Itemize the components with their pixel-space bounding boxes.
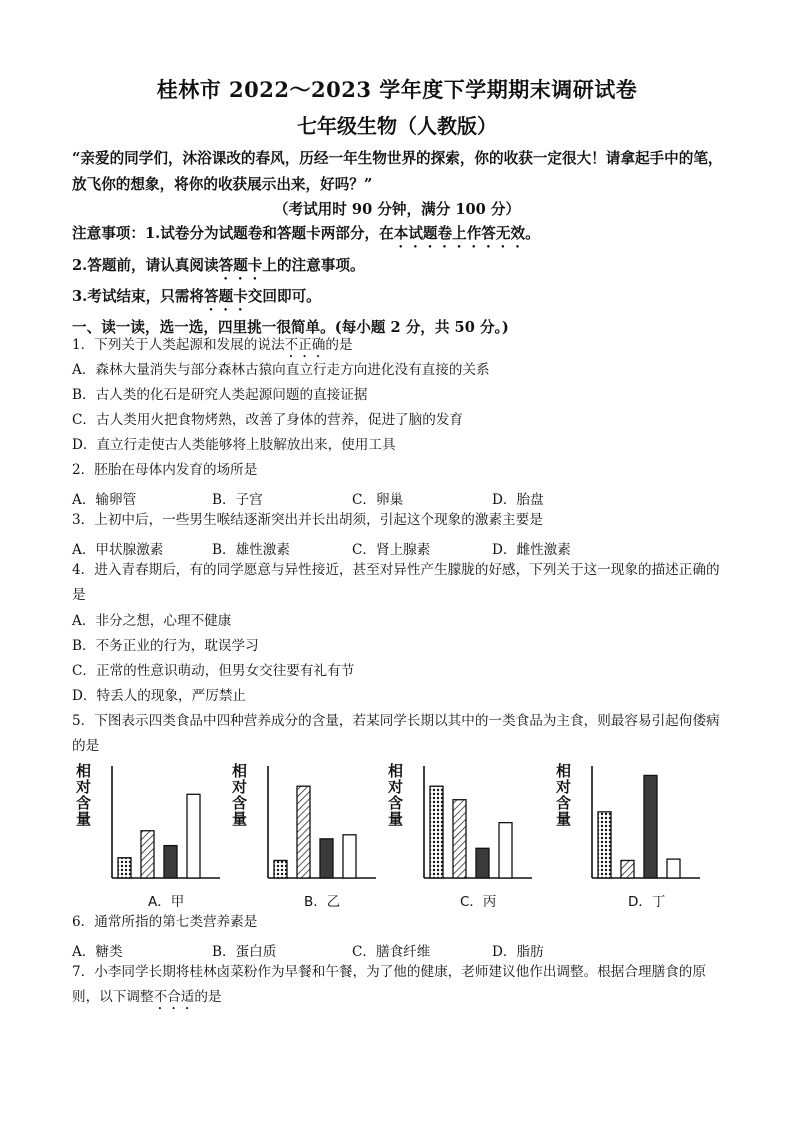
note-line-1 [72, 222, 732, 251]
question-4-stem: 4．进入青春期后，有的同学愿意与异性接近，甚至对异性产生朦胧的好感，下列关于这一现象的描述正确的是 [72, 562, 720, 603]
chart-1-ylabel-char: 相 [76, 762, 92, 780]
exam-info: （考试用时 90 分钟，满分 100 分） [273, 201, 521, 218]
exam-subtitle: 七年级生物（人教版） [297, 114, 497, 138]
q3-option-a: A．甲状腺激素 [72, 542, 164, 558]
chart-3-ylabel-char: 相 [388, 762, 404, 780]
q3-option-b: B．雄性激素 [212, 542, 290, 558]
chart-1-bar-4 [187, 794, 200, 878]
q4-option-b: B．不务正业的行为，耽误学习 [72, 638, 259, 654]
note-2-prefix: 2.答题前，请认真阅读 [72, 257, 219, 274]
q7-stem-emphasis: 不合适 [153, 989, 195, 1005]
question-2-stem: 2．胚胎在母体内发育的场所是 [72, 462, 258, 478]
chart-3-xlabel: C．丙 [460, 894, 497, 910]
q3-option-c: C．肾上腺素 [352, 542, 431, 558]
chart-3-bar-2 [453, 800, 466, 878]
chart-1-ylabel-char: 对 [76, 778, 92, 796]
chart-1-ylabel-char: 量 [76, 810, 92, 828]
chart-4-bar-4 [667, 859, 680, 878]
q2-option-a: A．输卵管 [72, 492, 137, 508]
question-6-stem: 6．通常所指的第七类营养素是 [72, 914, 258, 930]
chart-2-xlabel: B．乙 [304, 894, 341, 910]
chart-3-ylabel-char: 含 [388, 794, 404, 812]
chart-4-bar-2 [621, 860, 634, 878]
chart-2-bar-3 [320, 839, 333, 878]
q6-option-a: A．糖类 [72, 944, 123, 960]
q4-option-c: C．正常的性意识萌动，但男女交往要有礼有节 [72, 663, 355, 679]
chart-2-bar-1 [274, 860, 287, 878]
question-5-stem: 5．下图表示四类食品中四种营养成分的含量，若某同学长期以其中的一类食品为主食，则最容易引起佝偻病的是 [72, 713, 720, 754]
question-1-stem [72, 333, 726, 361]
chart-panel-2 [231, 762, 376, 910]
q1-stem-suffix: 的是 [325, 337, 353, 353]
q3-options [72, 538, 726, 558]
chart-4-xlabel: D．丁 [628, 894, 666, 910]
note-2-emphasis: 答题卡 [218, 257, 263, 274]
note-3-suffix: 交回即可。 [247, 288, 321, 305]
q4-option-a: A．非分之想，心理不健康 [72, 613, 232, 629]
chart-4-bar-3 [644, 775, 657, 878]
chart-1-bar-2 [141, 831, 154, 878]
note-line-2 [72, 254, 732, 283]
chart-2-bar-2 [297, 786, 310, 878]
chart-1-ylabel-char: 含 [76, 794, 92, 812]
q6-options [72, 940, 726, 960]
q2-option-c: C．卵巢 [352, 492, 404, 508]
q1-option-b: B．古人类的化石是研究人类起源问题的直接证据 [72, 387, 368, 403]
q1-stem-emphasis: 不正确 [284, 337, 326, 353]
q3-option-d: D．雌性激素 [492, 542, 571, 558]
q6-option-b: B．蛋白质 [212, 944, 277, 960]
note-1-emphasis: 本试题卷上作答无效 [393, 225, 526, 242]
note-2-suffix: 上的注意事项。 [262, 257, 365, 274]
chart-4-ylabel-char: 对 [556, 778, 572, 796]
question-7-stem [72, 960, 726, 1013]
chart-3-ylabel-char: 对 [388, 778, 404, 796]
q1-stem-prefix: 1．下列关于人类起源和发展的说法 [72, 337, 285, 353]
chart-panel-3 [387, 762, 532, 910]
q1-option-d: D．直立行走使古人类能够将上肢解放出来，使用工具 [72, 437, 396, 453]
chart-3-bar-1 [430, 786, 443, 878]
q7-stem-prefix: 7．小李同学长期将桂林卤菜粉作为早餐和午餐，为了他的健康，老师建议他作出调整。根据合理膳食的原则，以下调整 [72, 964, 706, 1005]
chart-4-ylabel-char: 量 [556, 810, 572, 828]
question-3-stem: 3．上初中后，一些男生喉结逐渐突出并长出胡须，引起这个现象的激素主要是 [72, 512, 543, 528]
q2-option-b: B．子宫 [212, 492, 263, 508]
chart-panel-1 [75, 762, 220, 910]
chart-1-xlabel: A．甲 [148, 894, 185, 910]
section-1-heading: 一、读一读，选一选，四里挑一很简单。(每小题 2 分，共 50 分。) [72, 319, 509, 336]
chart-2-ylabel-char: 量 [232, 810, 248, 828]
chart-4-ylabel-char: 相 [556, 762, 572, 780]
q5-charts-svg [72, 760, 732, 920]
q1-option-c: C．古人类用火把食物烤熟，改善了身体的营养，促进了脑的发育 [72, 412, 464, 428]
q2-option-d: D．胎盘 [492, 492, 544, 508]
chart-panel-4 [555, 762, 700, 910]
exam-title: 桂林市 2022～2023 学年度下学期期末调研试卷 [156, 77, 638, 102]
chart-2-ylabel-char: 含 [232, 794, 248, 812]
chart-3-bar-3 [476, 848, 489, 878]
chart-2-ylabel-char: 相 [232, 762, 248, 780]
chart-2-ylabel-char: 对 [232, 778, 248, 796]
q6-option-c: C．膳食纤维 [352, 944, 431, 960]
q5-charts [72, 760, 732, 920]
q7-stem-suffix: 的是 [194, 989, 222, 1005]
note-1-prefix: 注意事项：1.试卷分为试题卷和答题卡两部分，在 [72, 225, 394, 242]
q6-option-d: D．脂肪 [492, 944, 544, 960]
note-line-3 [72, 285, 732, 314]
q2-options [72, 488, 726, 508]
note-3-emphasis: 答题卡 [204, 288, 248, 305]
intro-text: “亲爱的同学们，沐浴课改的春风，历经一年生物世界的探索，你的收获一定很大！请拿起手中的笔，放飞你的想象，将你的收获展示出来，好吗？” [72, 150, 723, 193]
chart-1-bar-1 [118, 858, 131, 878]
chart-1-bar-3 [164, 846, 177, 878]
chart-4-bar-1 [598, 812, 611, 878]
note-1-suffix: 。 [525, 225, 540, 242]
chart-2-bar-4 [343, 835, 356, 878]
chart-4-ylabel-char: 含 [556, 794, 572, 812]
chart-3-bar-4 [499, 823, 512, 878]
q4-option-d: D．特丢人的现象，严厉禁止 [72, 688, 247, 704]
note-3-prefix: 3.考试结束，只需将 [72, 288, 204, 305]
q1-option-a: A．森林大量消失与部分森林古猿向直立行走方向进化没有直接的关系 [72, 362, 490, 378]
chart-3-ylabel-char: 量 [388, 810, 404, 828]
